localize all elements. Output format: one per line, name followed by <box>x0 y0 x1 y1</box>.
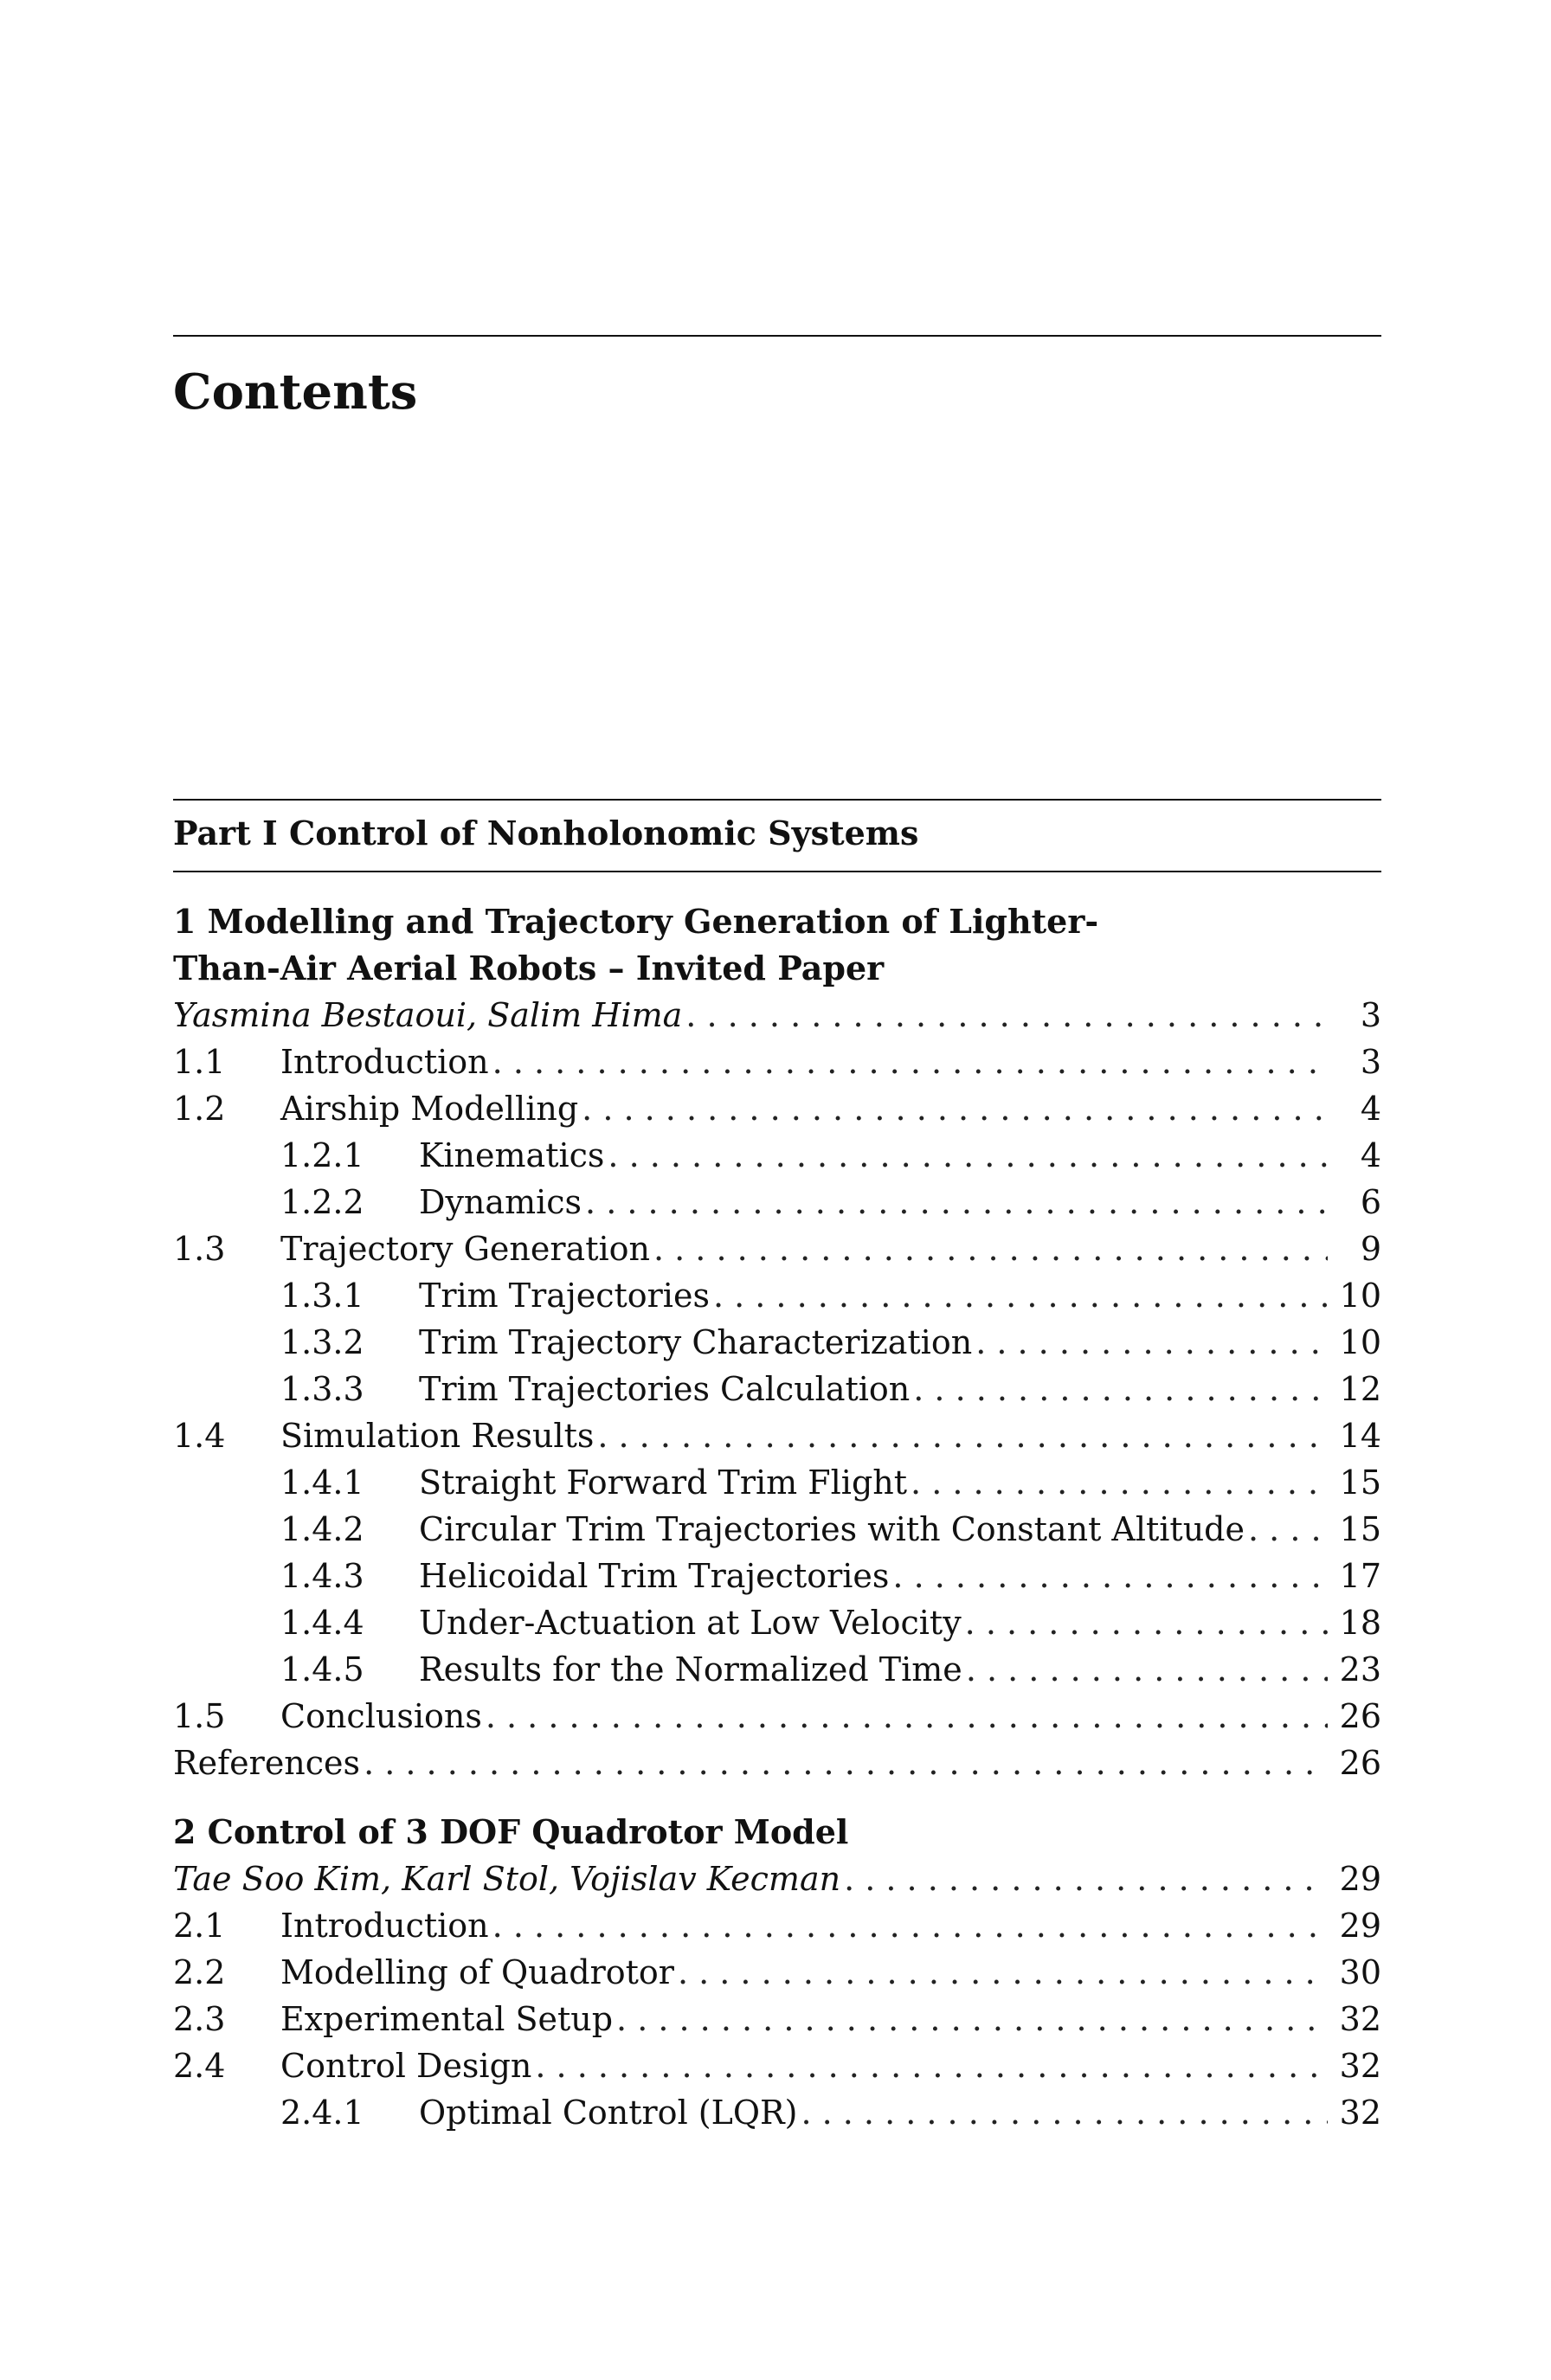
page-number: 14 <box>1339 1417 1381 1455</box>
toc-entry[interactable] <box>173 1949 1381 1996</box>
toc-subentry[interactable] <box>173 1132 1381 1179</box>
chapter-title-line: 1 Modelling and Trajectory Generation of Lighter- <box>173 902 1099 941</box>
toc-authors-line[interactable] <box>173 1856 1381 1902</box>
dot-leader <box>608 1132 1328 1179</box>
subsection-label: Results for the Normalized Time <box>419 1650 962 1689</box>
toc-subentry[interactable] <box>173 1459 1381 1506</box>
part-bottom-rule <box>173 871 1381 872</box>
toc-subentry[interactable] <box>173 1319 1381 1366</box>
page-number: 10 <box>1339 1323 1381 1361</box>
dot-leader <box>582 1085 1328 1132</box>
dot-leader <box>492 1902 1328 1949</box>
toc-subentry[interactable] <box>173 1366 1381 1412</box>
page-number: 6 <box>1360 1183 1381 1221</box>
chapter-1 <box>173 898 1381 1786</box>
toc-entry[interactable] <box>173 1039 1381 1085</box>
section-label: Introduction <box>280 1043 489 1081</box>
section-number: 1.2 <box>173 1090 226 1128</box>
section-number: 1.3 <box>173 1230 226 1268</box>
subsection-number: 2.4.1 <box>280 2094 364 2132</box>
top-rule <box>173 335 1381 337</box>
dot-leader <box>616 1996 1328 2042</box>
subsection-number: 1.4.3 <box>280 1557 364 1595</box>
subsection-label: Optimal Control (LQR) <box>419 2094 798 2132</box>
subsection-label: Circular Trim Trajectories with Constant Altitude <box>419 1510 1245 1548</box>
toc-references-entry[interactable] <box>173 1740 1381 1786</box>
page-number: 17 <box>1339 1557 1381 1595</box>
dot-leader <box>801 2089 1328 2136</box>
subsection-number: 1.4.1 <box>280 1463 364 1502</box>
page-number: 9 <box>1360 1230 1381 1268</box>
page-number: 15 <box>1339 1510 1381 1548</box>
chapter-title-line: Than-Air Aerial Robots – Invited Paper <box>173 949 885 987</box>
page-number: 18 <box>1339 1604 1381 1642</box>
dot-leader <box>678 1949 1328 1996</box>
chapter-authors: Tae Soo Kim, Karl Stol, Vojislav Kecman <box>173 1860 841 1898</box>
toc-entry[interactable] <box>173 1996 1381 2042</box>
page-number: 23 <box>1339 1650 1381 1689</box>
part-top-rule <box>173 799 1381 801</box>
dot-leader <box>911 1459 1328 1506</box>
subsection-number: 1.4.5 <box>280 1650 364 1689</box>
toc-subentry[interactable] <box>173 1599 1381 1646</box>
dot-leader <box>597 1412 1328 1459</box>
subsection-number: 1.3.3 <box>280 1370 364 1408</box>
subsection-label: Under-Actuation at Low Velocity <box>419 1604 962 1642</box>
page-number: 10 <box>1339 1277 1381 1315</box>
subsection-label: Kinematics <box>419 1136 605 1174</box>
toc-entry[interactable] <box>173 1412 1381 1459</box>
subsection-number: 1.3.2 <box>280 1323 364 1361</box>
dot-leader <box>585 1179 1328 1225</box>
dot-leader <box>975 1319 1328 1366</box>
part-title: Part I Control of Nonholonomic Systems <box>173 814 919 852</box>
page-number: 12 <box>1339 1370 1381 1408</box>
dot-leader <box>486 1693 1328 1740</box>
toc-entry[interactable] <box>173 1225 1381 1272</box>
section-label: Simulation Results <box>280 1417 595 1455</box>
page-number: 32 <box>1339 2000 1381 2038</box>
section-number: 1.5 <box>173 1697 226 1735</box>
section-label: Trajectory Generation <box>280 1230 650 1268</box>
page-number: 3 <box>1360 996 1381 1034</box>
subsection-number: 1.2.2 <box>280 1183 364 1221</box>
subsection-number: 1.3.1 <box>280 1277 364 1315</box>
dot-leader <box>364 1740 1328 1786</box>
page-number: 26 <box>1339 1744 1381 1782</box>
toc-subentry[interactable] <box>173 2089 1381 2136</box>
dot-leader <box>892 1553 1328 1599</box>
page-number: 29 <box>1339 1907 1381 1945</box>
section-label: Airship Modelling <box>280 1090 579 1128</box>
dot-leader <box>965 1599 1328 1646</box>
page-number: 15 <box>1339 1463 1381 1502</box>
dot-leader <box>535 2042 1328 2089</box>
page-number: 4 <box>1360 1136 1381 1174</box>
dot-leader <box>713 1272 1328 1319</box>
page-number: 3 <box>1360 1043 1381 1081</box>
section-label: Control Design <box>280 2047 532 2085</box>
subsection-number: 1.4.2 <box>280 1510 364 1548</box>
chapter-2 <box>173 1809 1381 2136</box>
subsection-label: Trim Trajectories Calculation <box>419 1370 911 1408</box>
page-number: 29 <box>1339 1860 1381 1898</box>
page-number: 4 <box>1360 1090 1381 1128</box>
dot-leader <box>966 1646 1328 1693</box>
toc-authors-line[interactable] <box>173 992 1381 1039</box>
section-number: 1.4 <box>173 1417 226 1455</box>
subsection-number: 1.4.4 <box>280 1604 364 1642</box>
toc-subentry[interactable] <box>173 1179 1381 1225</box>
toc-entry[interactable] <box>173 1693 1381 1740</box>
page-title: Contents <box>173 363 418 421</box>
toc-subentry[interactable] <box>173 1553 1381 1599</box>
section-number: 2.2 <box>173 1953 226 1991</box>
toc-entry[interactable] <box>173 1085 1381 1132</box>
chapter-authors: Yasmina Bestaoui, Salim Hima <box>173 996 683 1034</box>
toc-entry[interactable] <box>173 2042 1381 2089</box>
subsection-label: Straight Forward Trim Flight <box>419 1463 908 1502</box>
dot-leader <box>685 992 1328 1039</box>
toc-subentry[interactable] <box>173 1646 1381 1693</box>
section-number: 2.3 <box>173 2000 226 2038</box>
section-label: Conclusions <box>280 1697 482 1735</box>
section-label: Modelling of Quadrotor <box>280 1953 674 1991</box>
section-number: 2.4 <box>173 2047 226 2085</box>
page-number: 30 <box>1339 1953 1381 1991</box>
dot-leader <box>492 1039 1328 1085</box>
toc-subentry[interactable] <box>173 1272 1381 1319</box>
section-number: 2.1 <box>173 1907 226 1945</box>
page-number: 32 <box>1339 2047 1381 2085</box>
section-number: 1.1 <box>173 1043 226 1081</box>
chapter-title-line: 2 Control of 3 DOF Quadrotor Model <box>173 1812 849 1851</box>
subsection-label: Helicoidal Trim Trajectories <box>419 1557 890 1595</box>
section-label: Introduction <box>280 1907 489 1945</box>
subsection-label: Dynamics <box>419 1183 582 1221</box>
dot-leader <box>844 1856 1328 1902</box>
dot-leader <box>653 1225 1328 1272</box>
subsection-number: 1.2.1 <box>280 1136 364 1174</box>
subsection-label: Trim Trajectory Characterization <box>419 1323 973 1361</box>
subsection-label: Trim Trajectories <box>419 1277 710 1315</box>
references-label: References <box>173 1744 361 1782</box>
dot-leader <box>913 1366 1328 1412</box>
toc-page <box>173 0 1381 2380</box>
section-label: Experimental Setup <box>280 2000 614 2038</box>
page-number: 32 <box>1339 2094 1381 2132</box>
toc-entry[interactable] <box>173 1902 1381 1949</box>
page-number: 26 <box>1339 1697 1381 1735</box>
dot-leader <box>1248 1506 1328 1553</box>
toc-subentry[interactable] <box>173 1506 1381 1553</box>
